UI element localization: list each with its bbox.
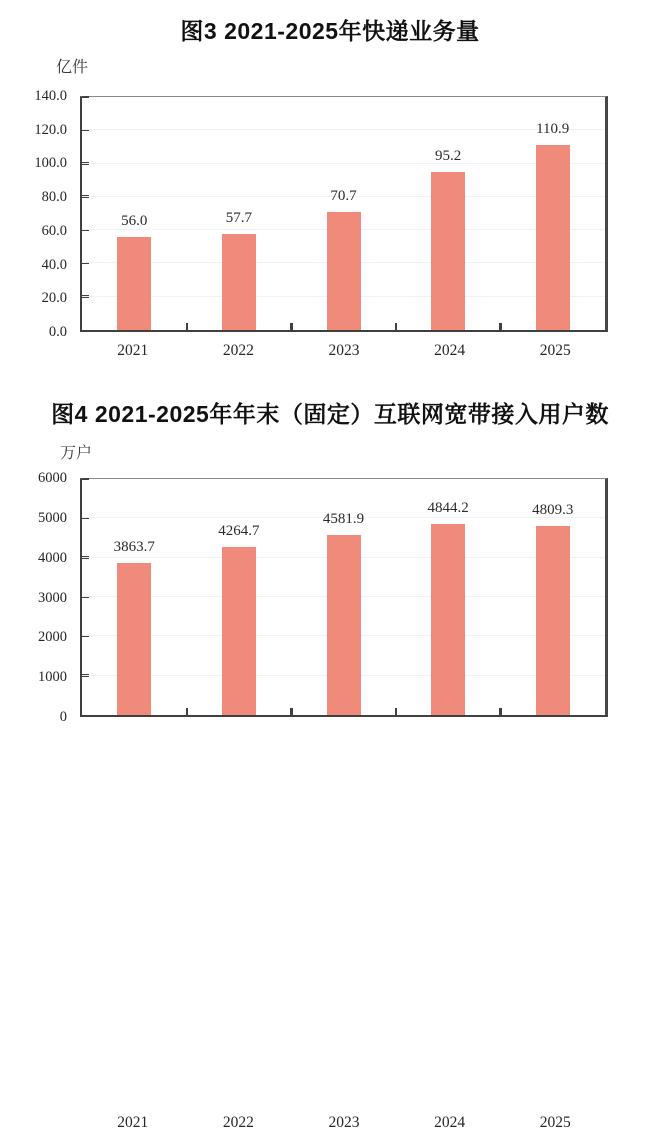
x-axis xyxy=(80,340,608,362)
y-axis xyxy=(0,470,80,725)
y-tick-label: 1000 xyxy=(38,669,67,686)
x-tick-mark xyxy=(290,708,293,715)
y-tick-label: 0 xyxy=(59,709,67,725)
y-tick-label: 120.0 xyxy=(34,121,67,138)
bar-value-label: 70.7 xyxy=(330,188,357,205)
bar xyxy=(222,234,256,330)
chart-title: 图4 2021-2025年年末（固定）互联网宽带接入用户数 xyxy=(51,401,609,427)
bar-value-label: 95.2 xyxy=(434,147,462,164)
bar-value-label: 4264.7 xyxy=(218,523,260,540)
x-tick-label: 2024 xyxy=(434,342,466,359)
x-tick-mark xyxy=(290,323,293,330)
y-tick-label: 20.0 xyxy=(41,290,67,307)
x-tick-mark xyxy=(499,323,502,330)
plot-area xyxy=(80,478,608,717)
bar xyxy=(117,563,151,715)
y-axis-unit-label: 亿件 xyxy=(56,59,89,76)
bar-value-label: 110.9 xyxy=(536,121,570,138)
bar xyxy=(222,547,256,715)
bar-value-label: 56.0 xyxy=(121,212,148,229)
x-tick-mark xyxy=(499,708,502,715)
x-axis xyxy=(80,1112,608,1134)
x-tick-label: 2022 xyxy=(222,342,254,359)
y-tick-label: 60.0 xyxy=(41,222,67,239)
x-tick-label: 2021 xyxy=(117,342,149,359)
x-tick-label: 2022 xyxy=(222,1114,254,1131)
bar xyxy=(536,526,570,715)
bar xyxy=(327,535,361,715)
bar xyxy=(117,237,151,330)
bar xyxy=(536,145,570,330)
x-tick-mark xyxy=(186,323,189,330)
bar-value-label: 3863.7 xyxy=(113,539,155,556)
bar-value-label: 4581.9 xyxy=(322,510,365,527)
y-tick-mark xyxy=(82,478,89,481)
bar-value-label: 57.7 xyxy=(225,209,253,226)
x-tick-label: 2025 xyxy=(539,1114,571,1131)
y-tick-label: 6000 xyxy=(38,470,67,486)
x-tick-label: 2021 xyxy=(117,1114,149,1131)
x-tick-mark xyxy=(395,708,398,715)
broadband-users-chart xyxy=(0,386,660,1131)
gridline xyxy=(82,129,605,130)
x-tick-label: 2023 xyxy=(328,342,360,359)
gridline xyxy=(82,163,605,164)
chart-title: 图3 2021-2025年快递业务量 xyxy=(180,18,480,44)
x-tick-label: 2024 xyxy=(434,1114,466,1131)
y-axis-unit-label: 万户 xyxy=(60,445,93,462)
y-tick-label: 4000 xyxy=(38,549,67,566)
bar-value-label: 4844.2 xyxy=(427,500,469,517)
y-tick-mark xyxy=(82,96,89,99)
y-tick-label: 80.0 xyxy=(41,189,67,206)
y-axis xyxy=(0,88,80,340)
y-tick-label: 140.0 xyxy=(34,88,67,104)
express-delivery-volume-chart xyxy=(0,0,660,386)
plot-area xyxy=(80,96,608,332)
y-tick-label: 100.0 xyxy=(34,155,67,172)
x-tick-label: 2025 xyxy=(539,342,571,359)
y-tick-label: 0.0 xyxy=(48,324,67,340)
y-tick-label: 2000 xyxy=(38,629,67,646)
y-tick-label: 40.0 xyxy=(41,256,67,273)
bar xyxy=(431,524,465,715)
x-tick-label: 2023 xyxy=(328,1114,360,1131)
y-tick-label: 5000 xyxy=(38,509,67,526)
x-tick-mark xyxy=(186,708,189,715)
x-tick-mark xyxy=(395,323,398,330)
bar-value-label: 4809.3 xyxy=(532,501,574,518)
bar xyxy=(431,172,465,330)
bar xyxy=(327,212,361,330)
y-tick-label: 3000 xyxy=(38,589,67,606)
